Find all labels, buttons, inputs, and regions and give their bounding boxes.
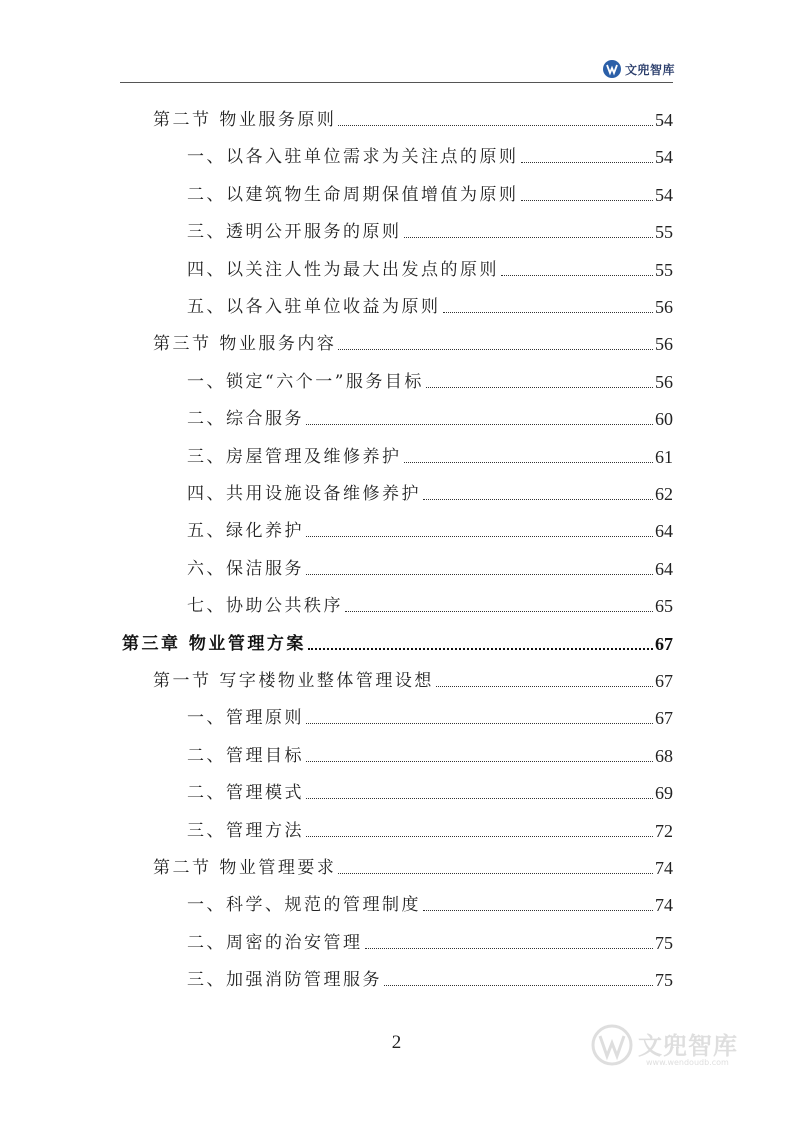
toc-entry-title: 五、以各入驻单位收益为原则	[187, 297, 441, 317]
toc-entry-page: 64	[655, 521, 673, 542]
toc-entry-page: 75	[655, 932, 673, 953]
toc-dot-leader	[404, 461, 654, 463]
toc-entry[interactable]	[187, 818, 673, 842]
header-logo	[602, 59, 675, 79]
toc-entry[interactable]	[187, 406, 673, 430]
toc-entry[interactable]	[187, 556, 673, 580]
toc-dot-leader	[501, 274, 653, 276]
toc-dot-leader	[384, 984, 653, 986]
watermark-logo-icon	[590, 1020, 634, 1070]
toc-entry[interactable]	[187, 967, 673, 991]
toc-entry[interactable]	[187, 144, 673, 168]
toc-entry-page: 72	[655, 820, 673, 841]
toc-dot-leader	[426, 386, 653, 388]
toc-entry[interactable]	[153, 107, 673, 131]
toc-entry-title: 二、综合服务	[187, 409, 304, 430]
toc-entry-title: 第三章 物业管理方案	[122, 633, 306, 654]
toc-entry[interactable]	[153, 855, 673, 879]
toc-entry-title: 二、以建筑物生命周期保值增值为原则	[187, 184, 519, 205]
toc-entry-page: 67	[655, 633, 673, 654]
toc-entry-page: 55	[655, 259, 673, 280]
toc-entry[interactable]	[187, 518, 673, 542]
toc-entry-page: 74	[655, 895, 673, 916]
watermark-subtext: www.wendoudb.com	[646, 1058, 729, 1067]
toc-entry-title: 三、透明公开服务的原则	[187, 222, 402, 243]
toc-entry[interactable]	[187, 182, 673, 206]
toc-entry-title: 四、以关注人性为最大出发点的原则	[187, 259, 499, 280]
toc-entry-title: 第二节 物业管理要求	[153, 858, 337, 878]
watermark-text: 文兜智库	[638, 1032, 738, 1060]
toc-dot-leader	[306, 573, 653, 575]
toc-entry[interactable]	[122, 631, 673, 655]
toc-entry[interactable]	[153, 331, 673, 355]
toc-entry[interactable]	[187, 369, 673, 393]
logo-icon	[602, 59, 622, 79]
toc-entry[interactable]	[187, 930, 673, 954]
toc-entry-title: 五、绿化养护	[187, 521, 304, 542]
toc-dot-leader	[423, 909, 653, 911]
toc-entry[interactable]	[187, 481, 673, 505]
toc-entry-page: 55	[655, 222, 673, 243]
toc-entry-page: 67	[655, 671, 673, 691]
toc-dot-leader	[521, 199, 654, 201]
toc-dot-leader	[338, 124, 653, 126]
toc-dot-leader	[443, 311, 654, 313]
toc-entry-title: 三、房屋管理及维修养护	[187, 446, 402, 467]
toc-dot-leader	[345, 610, 653, 612]
header-rule	[120, 82, 673, 83]
toc-entry-title: 四、共用设施设备维修养护	[187, 484, 421, 504]
toc-entry-title: 一、锁定“六个一”服务目标	[187, 371, 424, 392]
toc-entry-title: 一、科学、规范的管理制度	[187, 895, 421, 916]
toc-entry[interactable]	[187, 294, 673, 318]
toc-entry-page: 65	[655, 596, 673, 617]
toc-entry-page: 54	[655, 110, 673, 130]
toc-entry[interactable]	[187, 257, 673, 281]
toc-dot-leader	[521, 161, 654, 163]
toc-entry-title: 第二节 物业服务原则	[153, 110, 337, 130]
toc-dot-leader	[338, 348, 653, 350]
toc-dot-leader	[306, 760, 653, 762]
toc-dot-leader	[308, 647, 653, 650]
toc-entry-title: 二、管理模式	[187, 783, 304, 804]
toc-entry-title: 第三节 物业服务内容	[153, 334, 337, 355]
toc-entry-page: 64	[655, 558, 673, 579]
toc-entry-page: 56	[655, 297, 673, 317]
toc-entry-title: 三、加强消防管理服务	[187, 970, 382, 991]
toc-entry[interactable]	[187, 780, 673, 804]
toc-entry-page: 69	[655, 783, 673, 804]
toc-entry-page: 68	[655, 745, 673, 766]
toc-entry-page: 61	[655, 446, 673, 467]
toc-entry-title: 二、周密的治安管理	[187, 932, 363, 953]
toc-dot-leader	[306, 797, 653, 799]
page-number: 2	[391, 1032, 402, 1053]
toc-entry[interactable]	[187, 743, 673, 767]
toc-entry-title: 一、以各入驻单位需求为关注点的原则	[187, 147, 519, 168]
toc-entry[interactable]	[187, 892, 673, 916]
toc-entry-page: 54	[655, 147, 673, 168]
toc-dot-leader	[365, 947, 654, 949]
toc-entry-title: 一、管理原则	[187, 708, 304, 729]
toc-entry[interactable]	[153, 668, 673, 692]
toc-entry-page: 67	[655, 708, 673, 729]
toc-entry-title: 第一节 写字楼物业整体管理设想	[153, 671, 434, 691]
toc-dot-leader	[338, 872, 653, 874]
toc-entry-page: 56	[655, 334, 673, 355]
toc-entry[interactable]	[187, 444, 673, 468]
toc-entry[interactable]	[187, 593, 673, 617]
toc-entry-page: 56	[655, 371, 673, 392]
toc-dot-leader	[306, 423, 653, 425]
toc-entry[interactable]	[187, 705, 673, 729]
watermark	[590, 1020, 780, 1080]
toc-entry-title: 六、保洁服务	[187, 558, 304, 579]
toc-dot-leader	[436, 685, 653, 687]
logo-text: 文兜智库	[625, 62, 676, 77]
toc-entry-title: 二、管理目标	[187, 745, 304, 766]
toc-entry-page: 62	[655, 484, 673, 504]
toc-entry-page: 74	[655, 858, 673, 878]
toc-dot-leader	[404, 236, 654, 238]
toc-entry[interactable]	[187, 219, 673, 243]
toc-entry-page: 60	[655, 409, 673, 430]
toc-entry-page: 75	[655, 970, 673, 991]
toc-entry-title: 七、协助公共秩序	[187, 596, 343, 617]
toc-dot-leader	[306, 535, 653, 537]
toc-entry-title: 三、管理方法	[187, 820, 304, 841]
toc-dot-leader	[423, 498, 653, 500]
toc-entry-page: 54	[655, 184, 673, 205]
toc-dot-leader	[306, 722, 653, 724]
toc-dot-leader	[306, 835, 653, 837]
